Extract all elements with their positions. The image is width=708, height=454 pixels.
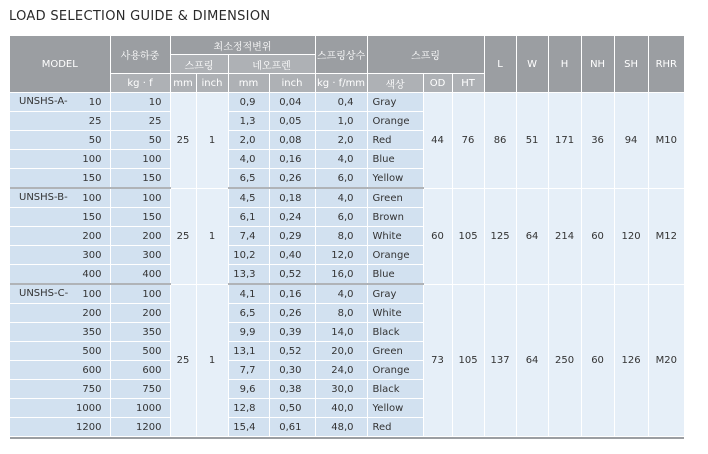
rhr-cell: M10 xyxy=(648,93,684,189)
nh-cell: 60 xyxy=(581,188,614,284)
load-cell: 100 xyxy=(110,188,170,208)
load-cell: 1200 xyxy=(110,418,170,437)
neoprene-inch-cell: 0,30 xyxy=(269,361,315,380)
model-cell xyxy=(10,208,110,227)
l-cell: 137 xyxy=(484,284,516,437)
spring-color-cell: Yellow xyxy=(367,399,423,418)
neoprene-mm-cell: 4,1 xyxy=(228,284,269,304)
load-cell: 25 xyxy=(110,112,170,131)
load-cell: 400 xyxy=(110,265,170,285)
model-cell xyxy=(10,380,110,399)
spring-const-cell: 1,0 xyxy=(315,112,367,131)
model-size: 25 xyxy=(88,115,102,127)
load-cell: 200 xyxy=(110,227,170,246)
spring-color-cell: Orange xyxy=(367,112,423,131)
header-spring-const: 스프링상수 xyxy=(315,36,367,74)
header-color: 색상 xyxy=(367,74,423,93)
table-row xyxy=(10,284,684,304)
model-cell xyxy=(10,131,110,150)
h-cell: 214 xyxy=(548,188,581,284)
neoprene-inch-cell: 0,16 xyxy=(269,284,315,304)
spring-const-cell: 4,0 xyxy=(315,284,367,304)
w-cell: 64 xyxy=(516,284,548,437)
sh-cell: 94 xyxy=(614,93,648,189)
neoprene-inch-cell: 0,50 xyxy=(269,399,315,418)
neoprene-inch-cell: 0,24 xyxy=(269,208,315,227)
header-l: L xyxy=(484,36,516,93)
spring-const-cell: 48,0 xyxy=(315,418,367,437)
w-cell: 51 xyxy=(516,93,548,189)
neoprene-mm-cell: 6,5 xyxy=(228,169,269,189)
spring-const-cell: 30,0 xyxy=(315,380,367,399)
load-cell: 200 xyxy=(110,304,170,323)
model-cell xyxy=(10,246,110,265)
model-cell xyxy=(10,361,110,380)
model-cell xyxy=(10,418,110,437)
neoprene-inch-cell: 0,26 xyxy=(269,169,315,189)
header-min-range: 최소정적변위 xyxy=(170,36,315,55)
spring-inch-cell: 1 xyxy=(196,93,228,189)
neoprene-inch-cell: 0,38 xyxy=(269,380,315,399)
od-cell: 44 xyxy=(423,93,452,189)
header-spring: 스프링 xyxy=(367,36,484,74)
model-size: 200 xyxy=(82,307,102,319)
model-cell xyxy=(10,150,110,169)
sh-cell: 126 xyxy=(614,284,648,437)
header-spring-const-unit: kg · f/mm xyxy=(315,74,367,93)
neoprene-mm-cell: 9,9 xyxy=(228,323,269,342)
neoprene-mm-cell: 1,3 xyxy=(228,112,269,131)
neoprene-mm-cell: 0,9 xyxy=(228,93,269,112)
spring-const-cell: 16,0 xyxy=(315,265,367,285)
spring-color-cell: Gray xyxy=(367,284,423,304)
neoprene-mm-cell: 6,1 xyxy=(228,208,269,227)
neoprene-inch-cell: 0,04 xyxy=(269,93,315,112)
page-title: LOAD SELECTION GUIDE & DIMENSION xyxy=(9,9,271,24)
header-neoprene-mm: mm xyxy=(228,74,269,93)
model-cell xyxy=(10,188,110,208)
neoprene-mm-cell: 7,7 xyxy=(228,361,269,380)
model-size: 600 xyxy=(82,364,102,376)
model-size: 1200 xyxy=(76,421,102,433)
nh-cell: 36 xyxy=(581,93,614,189)
neoprene-mm-cell: 6,5 xyxy=(228,304,269,323)
table-header xyxy=(10,36,684,93)
header-ht: HT xyxy=(452,74,484,93)
spring-color-cell: White xyxy=(367,304,423,323)
spring-const-cell: 8,0 xyxy=(315,227,367,246)
spring-color-cell: Orange xyxy=(367,246,423,265)
model-size: 500 xyxy=(82,345,102,357)
load-cell: 300 xyxy=(110,246,170,265)
neoprene-inch-cell: 0,26 xyxy=(269,304,315,323)
spring-const-cell: 0,4 xyxy=(315,93,367,112)
neoprene-mm-cell: 4,5 xyxy=(228,188,269,208)
l-cell: 125 xyxy=(484,188,516,284)
neoprene-inch-cell: 0,05 xyxy=(269,112,315,131)
header-load-unit: kg · f xyxy=(110,74,170,93)
table-row xyxy=(10,93,684,112)
neoprene-mm-cell: 13,1 xyxy=(228,342,269,361)
load-cell: 100 xyxy=(110,150,170,169)
spring-const-cell: 6,0 xyxy=(315,208,367,227)
header-spring-inch: inch xyxy=(196,74,228,93)
spring-const-cell: 8,0 xyxy=(315,304,367,323)
neoprene-mm-cell: 4,0 xyxy=(228,150,269,169)
neoprene-inch-cell: 0,08 xyxy=(269,131,315,150)
load-cell: 100 xyxy=(110,284,170,304)
neoprene-inch-cell: 0,39 xyxy=(269,323,315,342)
neoprene-mm-cell: 9,6 xyxy=(228,380,269,399)
load-cell: 350 xyxy=(110,323,170,342)
load-cell: 750 xyxy=(110,380,170,399)
spring-const-cell: 40,0 xyxy=(315,399,367,418)
spring-const-cell: 20,0 xyxy=(315,342,367,361)
model-size: 100 xyxy=(82,192,102,204)
model-prefix: UNSHS-C- xyxy=(19,288,69,299)
header-w: W xyxy=(516,36,548,93)
bottom-rule xyxy=(10,437,684,439)
header-model: MODEL xyxy=(10,36,110,93)
spring-const-cell: 4,0 xyxy=(315,188,367,208)
model-prefix: UNSHS-A- xyxy=(19,96,68,107)
load-cell: 50 xyxy=(110,131,170,150)
table-row xyxy=(10,188,684,208)
header-h: H xyxy=(548,36,581,93)
spring-color-cell: Blue xyxy=(367,265,423,285)
ht-cell: 76 xyxy=(452,93,484,189)
neoprene-inch-cell: 0,29 xyxy=(269,227,315,246)
spring-const-cell: 6,0 xyxy=(315,169,367,189)
model-size: 750 xyxy=(82,383,102,395)
od-cell: 60 xyxy=(423,188,452,284)
model-size: 400 xyxy=(82,268,102,280)
header-od: OD xyxy=(423,74,452,93)
load-cell: 1000 xyxy=(110,399,170,418)
spring-color-cell: Blue xyxy=(367,150,423,169)
spring-const-cell: 4,0 xyxy=(315,150,367,169)
model-size: 300 xyxy=(82,249,102,261)
spring-mm-cell: 25 xyxy=(170,188,196,284)
model-cell xyxy=(10,93,110,112)
neoprene-mm-cell: 15,4 xyxy=(228,418,269,437)
load-cell: 150 xyxy=(110,208,170,227)
spring-inch-cell: 1 xyxy=(196,188,228,284)
header-rhr: RHR xyxy=(648,36,684,93)
model-size: 150 xyxy=(82,172,102,184)
ht-cell: 105 xyxy=(452,284,484,437)
model-size: 150 xyxy=(82,211,102,223)
rhr-cell: M20 xyxy=(648,284,684,437)
table-body xyxy=(10,93,684,437)
load-cell: 150 xyxy=(110,169,170,189)
spring-color-cell: Brown xyxy=(367,208,423,227)
model-cell xyxy=(10,399,110,418)
neoprene-mm-cell: 7,4 xyxy=(228,227,269,246)
neoprene-inch-cell: 0,18 xyxy=(269,188,315,208)
model-size: 1000 xyxy=(76,402,102,414)
model-size: 350 xyxy=(82,326,102,338)
spring-color-cell: Black xyxy=(367,323,423,342)
rhr-cell: M12 xyxy=(648,188,684,284)
od-cell: 73 xyxy=(423,284,452,437)
h-cell: 171 xyxy=(548,93,581,189)
spring-color-cell: Red xyxy=(367,418,423,437)
load-cell: 600 xyxy=(110,361,170,380)
model-size: 50 xyxy=(88,134,102,146)
model-cell xyxy=(10,169,110,189)
spring-const-cell: 2,0 xyxy=(315,131,367,150)
model-size: 10 xyxy=(88,96,102,108)
load-cell: 500 xyxy=(110,342,170,361)
nh-cell: 60 xyxy=(581,284,614,437)
neoprene-mm-cell: 2,0 xyxy=(228,131,269,150)
spring-const-cell: 24,0 xyxy=(315,361,367,380)
header-nh: NH xyxy=(581,36,614,93)
spring-const-cell: 14,0 xyxy=(315,323,367,342)
model-cell xyxy=(10,265,110,285)
h-cell: 250 xyxy=(548,284,581,437)
load-selection-table xyxy=(10,36,684,437)
ht-cell: 105 xyxy=(452,188,484,284)
spring-color-cell: Black xyxy=(367,380,423,399)
model-cell xyxy=(10,323,110,342)
spring-color-cell: White xyxy=(367,227,423,246)
load-cell: 10 xyxy=(110,93,170,112)
sh-cell: 120 xyxy=(614,188,648,284)
neoprene-mm-cell: 10,2 xyxy=(228,246,269,265)
model-size: 200 xyxy=(82,230,102,242)
neoprene-mm-cell: 12,8 xyxy=(228,399,269,418)
neoprene-inch-cell: 0,40 xyxy=(269,246,315,265)
header-spring-mm: mm xyxy=(170,74,196,93)
header-neoprene-inch: inch xyxy=(269,74,315,93)
spring-color-cell: Yellow xyxy=(367,169,423,189)
header-load: 사용하중 xyxy=(110,36,170,74)
spring-color-cell: Gray xyxy=(367,93,423,112)
spring-mm-cell: 25 xyxy=(170,93,196,189)
header-spring-sub: 스프링 xyxy=(170,55,228,74)
spring-color-cell: Orange xyxy=(367,361,423,380)
model-cell xyxy=(10,284,110,304)
model-size: 100 xyxy=(82,288,102,300)
l-cell: 86 xyxy=(484,93,516,189)
neoprene-inch-cell: 0,52 xyxy=(269,265,315,285)
header-neoprene: 네오프렌 xyxy=(228,55,315,74)
model-cell xyxy=(10,342,110,361)
neoprene-inch-cell: 0,52 xyxy=(269,342,315,361)
neoprene-mm-cell: 13,3 xyxy=(228,265,269,285)
model-cell xyxy=(10,112,110,131)
spring-color-cell: Green xyxy=(367,188,423,208)
spring-color-cell: Green xyxy=(367,342,423,361)
spring-const-cell: 12,0 xyxy=(315,246,367,265)
model-cell xyxy=(10,304,110,323)
model-cell xyxy=(10,227,110,246)
model-size: 100 xyxy=(82,153,102,165)
spring-color-cell: Red xyxy=(367,131,423,150)
neoprene-inch-cell: 0,61 xyxy=(269,418,315,437)
header-sh: SH xyxy=(614,36,648,93)
w-cell: 64 xyxy=(516,188,548,284)
neoprene-inch-cell: 0,16 xyxy=(269,150,315,169)
spring-inch-cell: 1 xyxy=(196,284,228,437)
spring-mm-cell: 25 xyxy=(170,284,196,437)
model-prefix: UNSHS-B- xyxy=(19,192,68,203)
